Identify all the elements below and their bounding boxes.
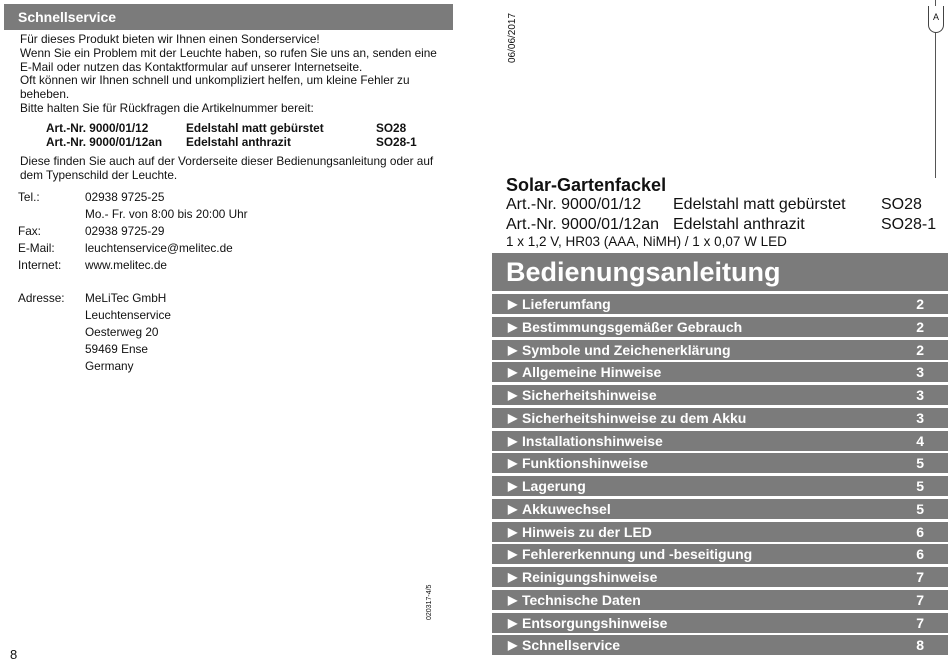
toc-item-page: 2 xyxy=(916,341,924,358)
contact-label: Internet: xyxy=(18,258,62,272)
contact-row-email xyxy=(18,240,318,257)
contact-label: Tel.: xyxy=(18,190,40,204)
play-arrow-icon: ▶ xyxy=(508,501,518,516)
intro-line: Wenn Sie ein Problem mit der Leuchte haben, so rufen Sie uns an, senden eine E-Mail oder nutzen das Kontaktformular auf unserer Internetseite. xyxy=(20,45,437,74)
toc-item-page: 5 xyxy=(916,500,924,517)
play-arrow-icon: ▶ xyxy=(508,410,518,425)
toc-item-label: Sicherheitshinweise xyxy=(522,387,657,403)
toc-item-page: 5 xyxy=(916,478,924,494)
play-arrow-icon: ▶ xyxy=(508,547,518,562)
product-article-number: Art.-Nr. 9000/01/12an xyxy=(506,216,659,233)
article-number: Art.-Nr. 9000/01/12 xyxy=(46,121,149,135)
play-arrow-icon: ▶ xyxy=(508,479,518,493)
intro-line: Oft können wir Ihnen schnell und unkompliziert helfen, um kleine Fehler zu beheben. xyxy=(20,73,410,102)
play-arrow-icon: ▶ xyxy=(508,615,518,630)
toc-item-label: Symbole und Zeichenerklärung xyxy=(522,341,731,358)
toc-item-label: Technische Daten xyxy=(522,591,641,608)
toc-item-label: Hinweis zu der LED xyxy=(522,523,652,540)
product-code: SO28 xyxy=(881,196,922,213)
toc-item-page: 2 xyxy=(916,318,924,335)
toc-item-lieferumfang[interactable] xyxy=(492,294,948,314)
toc-item-page: 5 xyxy=(916,455,924,472)
toc-item-page: 6 xyxy=(916,523,924,540)
address-line: Leuchtenservice xyxy=(85,308,171,322)
spike-icon xyxy=(928,6,944,33)
toc-item-schnellservice[interactable] xyxy=(492,635,948,655)
toc-item-page: 7 xyxy=(916,569,924,585)
play-arrow-icon: ▶ xyxy=(508,365,518,380)
website-link[interactable]: www.melitec.de xyxy=(85,258,167,272)
toc-item-label: Fehlererkennung und -beseitigung xyxy=(522,546,753,563)
product-row xyxy=(506,216,946,236)
service-hours: Mo.- Fr. von 8:00 bis 20:00 Uhr xyxy=(85,207,248,221)
article-table xyxy=(46,121,426,149)
spike-label: A xyxy=(932,12,939,22)
print-date: 06/06/2017 xyxy=(507,12,518,63)
toc-item-page: 3 xyxy=(916,409,924,426)
address-line: Germany xyxy=(85,359,134,373)
toc-item-label: Bestimmungsgemäßer Gebrauch xyxy=(522,318,743,335)
play-arrow-icon: ▶ xyxy=(508,319,518,334)
address-label: Adresse: xyxy=(18,291,65,305)
contact-row-tel xyxy=(18,189,318,206)
article-location-note: Diese finden Sie auch auf der Vorderseite dieser Bedienungsanleitung oder auf dem Typenschild der Leuchte. xyxy=(20,154,434,182)
contact-block xyxy=(18,189,318,274)
contact-row-fax xyxy=(18,223,318,240)
fax-number: 02938 9725-29 xyxy=(85,224,165,238)
toc-item-label: Lagerung xyxy=(522,478,586,494)
toc-item-funktionshinweise[interactable] xyxy=(492,453,948,473)
toc-item-entsorgungshinweise[interactable] xyxy=(492,613,948,633)
toc-item-label: Reinigungshinweise xyxy=(522,569,658,585)
toc-item-page: 2 xyxy=(916,296,924,312)
toc-item-page: 3 xyxy=(916,387,924,403)
toc-item-page: 7 xyxy=(916,614,924,631)
toc-item-reinigungshinweise[interactable] xyxy=(492,567,948,587)
toc-item-label: Sicherheitshinweise zu dem Akku xyxy=(522,409,747,426)
article-number: Art.-Nr. 9000/01/12an xyxy=(46,135,163,149)
play-arrow-icon: ▶ xyxy=(508,592,518,607)
address-lines xyxy=(85,290,285,375)
product-article-number: Art.-Nr. 9000/01/12 xyxy=(506,196,642,213)
intro-line: Für dieses Produkt bieten wir Ihnen einen Sonderservice! xyxy=(20,32,320,46)
play-arrow-icon: ▶ xyxy=(508,297,518,311)
page-number: 8 xyxy=(10,647,18,662)
contact-label: E-Mail: xyxy=(18,241,55,255)
article-description: Edelstahl anthrazit xyxy=(186,135,291,149)
toc-item-page: 7 xyxy=(916,591,924,608)
article-description: Edelstahl matt gebürstet xyxy=(186,121,324,135)
play-arrow-icon: ▶ xyxy=(508,638,518,653)
play-arrow-icon: ▶ xyxy=(508,570,518,584)
toc-item-sicherheitshinweise-akku[interactable] xyxy=(492,408,948,428)
toc-item-installationshinweise[interactable] xyxy=(492,431,948,451)
contact-row-internet xyxy=(18,257,318,274)
address-line: MeLiTec GmbH xyxy=(85,291,167,305)
toc-item-bestimmungsgemaesser-gebrauch[interactable] xyxy=(492,317,948,337)
toc-item-label: Lieferumfang xyxy=(522,296,611,312)
toc-item-akkuwechsel[interactable] xyxy=(492,499,948,519)
play-arrow-icon: ▶ xyxy=(508,524,518,539)
battery-spec: 1 x 1,2 V, HR03 (AAA, NiMH) / 1 x 0,07 W LED xyxy=(506,234,787,249)
table-of-contents xyxy=(492,294,948,658)
toc-item-label: Allgemeine Hinweise xyxy=(522,364,662,381)
toc-item-label: Funktionshinweise xyxy=(522,455,649,472)
article-row xyxy=(46,135,426,149)
toc-item-page: 8 xyxy=(916,637,924,654)
article-code: SO28-1 xyxy=(376,135,417,149)
toc-item-hinweis-led[interactable] xyxy=(492,522,948,542)
intro-line: Bitte halten Sie für Rückfragen die Artikelnummer bereit: xyxy=(20,100,314,115)
product-code: SO28-1 xyxy=(881,216,937,233)
email-link[interactable]: leuchtenservice@melitec.de xyxy=(85,241,233,255)
toc-item-lagerung[interactable] xyxy=(492,476,948,496)
address-line: Oesterweg 20 xyxy=(85,325,159,339)
print-code: 020317-4/5 xyxy=(426,584,433,620)
toc-item-allgemeine-hinweise[interactable] xyxy=(492,362,948,382)
toc-item-label: Installationshinweise xyxy=(522,432,663,449)
play-arrow-icon: ▶ xyxy=(508,456,518,471)
contact-row-hours xyxy=(18,206,318,223)
contact-label: Fax: xyxy=(18,224,41,238)
phone-number[interactable]: 02938 9725-25 xyxy=(85,190,165,204)
schnellservice-header: Schnellservice xyxy=(4,4,453,30)
product-description: Edelstahl anthrazit xyxy=(673,216,805,233)
play-arrow-icon: ▶ xyxy=(508,342,518,357)
play-arrow-icon: ▶ xyxy=(508,433,518,448)
product-row xyxy=(506,196,946,216)
intro-text xyxy=(20,33,445,116)
toc-item-label: Schnellservice xyxy=(522,637,621,654)
toc-item-symbole[interactable] xyxy=(492,340,948,360)
article-code: SO28 xyxy=(376,121,407,135)
toc-item-page: 3 xyxy=(916,364,924,381)
toc-item-label: Akkuwechsel xyxy=(522,500,611,517)
product-title: Solar-Gartenfackel xyxy=(506,175,667,195)
address-line: 59469 Ense xyxy=(85,342,148,356)
toc-item-page: 4 xyxy=(916,432,924,449)
toc-item-fehlererkennung[interactable] xyxy=(492,544,948,564)
toc-item-sicherheitshinweise[interactable] xyxy=(492,385,948,405)
toc-item-technische-daten[interactable] xyxy=(492,590,948,610)
product-description: Edelstahl matt gebürstet xyxy=(673,196,846,213)
toc-item-page: 6 xyxy=(916,546,924,563)
article-row xyxy=(46,121,426,135)
play-arrow-icon: ▶ xyxy=(508,388,518,402)
toc-item-label: Entsorgungshinweise xyxy=(522,614,668,631)
manual-title: Bedienungsanleitung xyxy=(492,253,948,291)
